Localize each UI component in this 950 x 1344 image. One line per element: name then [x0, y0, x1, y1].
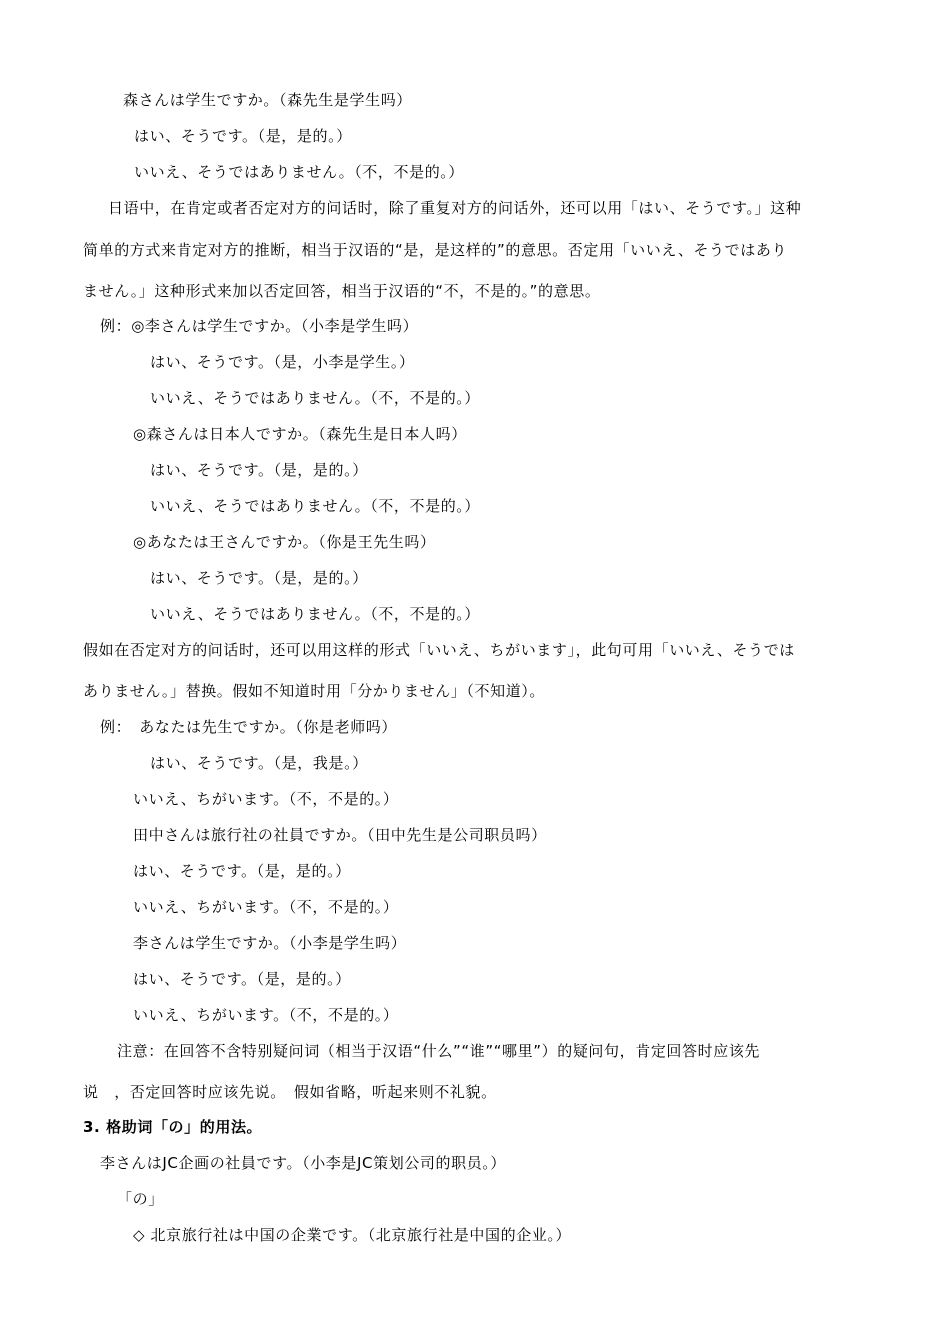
text-line: ◎森さんは日本人ですか。（森先生是日本人吗） [133, 425, 467, 443]
text-line: ◎あなたは王さんですか。（你是王先生吗） [133, 533, 436, 551]
text-line: はい、そうです。（是，是的。） [133, 862, 351, 880]
text-line: ません。」这种形式来加以否定回答，相当于汉语的“不，不是的。”的意思。 [83, 282, 601, 300]
text-line: 简单的方式来肯定对方的推断，相当于汉语的“是，是这样的”的意思。否定用「いいえ、そうではあり [83, 241, 788, 259]
text-line: いいえ、ちがいます。（不，不是的。） [133, 790, 399, 808]
text-line: 例：◎李さんは学生ですか。（小李是学生吗） [100, 317, 419, 335]
text-line: 李さんはJC企画の社員です。（小李是JC策划公司的职员。） [100, 1154, 506, 1172]
text-line: 「の」 [117, 1190, 164, 1208]
text-line: 日语中，在肯定或者否定对方的问话时，除了重复对方的问话外，还可以用「はい、そうです。」这种 [108, 199, 802, 217]
text-line: 假如在否定对方的问话时，还可以用这样的形式「いいえ、ちがいます」，此句可用「いいえ、そうでは [83, 641, 795, 659]
text-line: いいえ、そうではありません。（不，不是的。） [150, 605, 481, 623]
text-line: はい、そうです。（是，小李是学生。） [150, 353, 415, 371]
text-line: 田中さんは旅行社の社員ですか。（田中先生是公司职员吗） [133, 826, 547, 844]
text-line: はい、そうです。（是，是的。） [150, 461, 368, 479]
text-line: はい、そうです。（是，是的。） [133, 970, 351, 988]
section-heading: 3. 格助词「の」的用法。 [83, 1118, 263, 1136]
text-line: いいえ、そうではありません。（不，不是的。） [150, 389, 481, 407]
text-line: ◇ 北京旅行社は中国の企業です。（北京旅行社是中国的企业。） [133, 1226, 572, 1244]
text-line: いいえ、ちがいます。（不，不是的。） [133, 1006, 399, 1024]
text-line: いいえ、そうではありません。（不，不是的。） [134, 163, 465, 181]
text-line: ありません。」替换。假如不知道时用「分かりません」（不知道）。 [83, 682, 546, 700]
text-line: 例： あなたは先生ですか。（你是老师吗） [100, 718, 398, 736]
text-line: 注意：在回答不含特别疑问词（相当于汉语“什么”“谁”“哪里”）的疑问句，肯定回答时应该先 [117, 1042, 761, 1060]
text-line: はい、そうです。（是，是的。） [150, 569, 368, 587]
text-line: 森さんは学生ですか。（森先生是学生吗） [123, 91, 412, 109]
text-line: いいえ、そうではありません。（不，不是的。） [150, 497, 481, 515]
text-line: 李さんは学生ですか。（小李是学生吗） [133, 934, 407, 952]
text-line: はい、そうです。（是，我是。） [150, 754, 368, 772]
text-line: いいえ、ちがいます。（不，不是的。） [133, 898, 399, 916]
text-line: はい、そうです。（是，是的。） [134, 127, 352, 145]
text-line: 说 ，否定回答时应该先说。 假如省略，听起来则不礼貌。 [83, 1083, 497, 1101]
